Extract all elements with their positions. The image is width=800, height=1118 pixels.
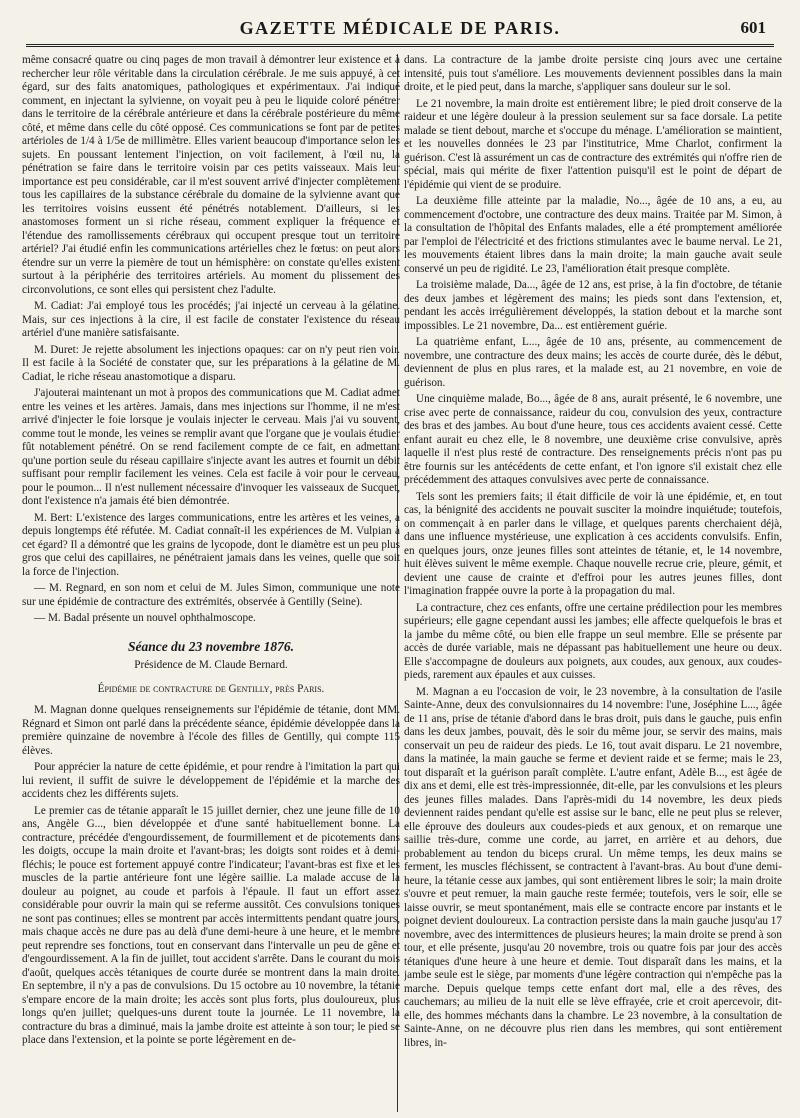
session-heading: Séance du 23 novembre 1876. xyxy=(127,638,295,654)
page-header xyxy=(26,14,774,47)
paragraph: Le 21 novembre, la main droite est entièrement libre; le pied droit conserve de la raideur et une légère douleur à la pression seulement sur sa face dorsale. La petite malade se tient debout, marche et s'occupe du ménage. L'amélioration se maintient, et les nouvelles données le 23 par l'institutrice, Mme Charlot, confirment la guérison. C'est là assurément un cas de contracture des extrémités qui n'offre rien de spécial, mais qui mérite de fixer l'attention puisqu'il est le point de départ de l'épidémie qui vient de se produire. xyxy=(404,97,782,191)
paragraph: Tels sont les premiers faits; il était difficile de voir là une épidémie, et, en tout cas, la bénignité des accidents ne pouvait susciter la moindre inquiétude; toutefois, on commençait à en parler dans le village, et quelques parents cherchaient déjà, dans une influence mystérieuse, une explication à ces accidents convulsifs. Enfin, en quelques jours, onze jeunes filles sont atteintes de tétanie, et, le 14 novembre, huit élèves suivent le même exemple. Chaque nouvelle recrue crie, pleure, gémit, et devient une cause de crainte et d'effroi pour les autres jeunes filles, dont l'imagination frappée ouvre la porte à la propagation du mal. xyxy=(404,490,782,597)
right-column xyxy=(404,54,782,1112)
paragraph: La contracture, chez ces enfants, offre une certaine prédilection pour les membres supérieurs; elle gagne cependant aussi les jambes; elle affecte quelquefois le bras et la jambe du même côté, ou bien elle frappe un seul membre. Elle se présente par accès de durée variable, mais ne dépassant pas habituellement une heure ou deux. Elle s'accompagne de douleurs aux poignets, aux coudes, aux genoux, aux coudes-pieds, rarement aux épaules et aux cuisses. xyxy=(404,601,782,681)
paragraph: dans. La contracture de la jambe droite persiste cinq jours avec une certaine intensité, puis tout s'améliore. Les mouvements deviennent possibles dans la main droite, et le pied peut, dans la marche, s'appliquer sans douleur sur le sol. xyxy=(404,54,782,93)
presidency-line: Présidence de M. Claude Bernard. xyxy=(134,659,288,671)
paragraph: Pour apprécier la nature de cette épidémie, et pour rendre à l'imitation la part qui lui revient, il suffit de suivre le développement de l'épidémie et la marche des accidents chez les différents sujets. xyxy=(22,761,400,800)
paragraph: J'ajouterai maintenant un mot à propos des communications que M. Cadiat admet entre les veines et les artères. Jamais, dans mes injections sur l'homme, il ne m'est arrivé d'injecter le foie lorsque je voulais injecter le cerveau. Mais j'ai vu souvent, comme tout le monde, les veines se remplir avant que l'organe que je voulais étudier fût notablement pénétré. On se rend facilement compte de ce fait, en admettant qu'une portion seule du réseau capillaire s'injecte avant les autres et fournit un débit suffisant pour remplir facilement les veines. Cela est facile à voir pour le cerveau, pour le poumon... Il n'est nullement nécessaire d'invoquer les vaisseaux de Sucquet, dont l'existence n'a jamais été bien démontrée. xyxy=(22,387,400,507)
paragraph: — M. Regnard, en son nom et celui de M. Jules Simon, communique une note sur une épidémie de contracture des extrémités, observée à Gentilly (Seine). xyxy=(22,582,400,608)
paragraph: La troisième malade, Da..., âgée de 12 ans, est prise, à la fin d'octobre, de tétanie des deux jambes et légèrement des mains; les pieds sont dans l'extension, et, pendant les accès irrégulièrement développés, la station debout et la marche sont impossibles. Le 21 novembre, Da... est entièrement guérie. xyxy=(404,279,782,332)
paragraph: Une cinquième malade, Bo..., âgée de 8 ans, aurait présenté, le 6 novembre, une crise avec perte de connaissance, raideur du cou, convulsion des yeux, contracture des bras et des jambes. Au bout d'une heure, tous ces accidents avaient cessé. Cette enfant aurait eu chez elle, le 8 novembre, une deuxième crise convulsive, après laquelle il n'est plus resté de contracture. Des renseignements précis n'ont pas pu être fournis sur les antécédents de cette enfant, et l'on ignore s'il existait chez elle précédemment des attaques convulsives avec perte de connaissance. xyxy=(404,393,782,486)
paragraph: M. Bert: L'existence des larges communications, entre les artères et les veines, a depuis longtemps été réfutée. M. Cadiat connaît-il les expériences de M. Vulpian à cet égard? Il a démontré que les grains de lycopode, dont le diamètre est un peu plus gros que celui des capillaires, ne pénétraient jamais dans les veines, quelle que soit la force de l'injection. xyxy=(22,511,400,578)
paragraph: M. Duret: Je rejette absolument les injections opaques: car on n'y peut rien voir. Il est facile à la Société de constater que, sur les préparations à la gélatine de M. Cadiat, le riche réseau anastomotique a disparu. xyxy=(22,343,400,383)
journal-title: GAZETTE MÉDICALE DE PARIS. xyxy=(239,18,561,38)
left-column xyxy=(22,54,400,1112)
paragraph: même consacré quatre ou cinq pages de mon travail à démontrer leur existence et à rechercher leur rôle véritable dans la circulation cérébrale. Je me suis appuyé, à cet égard, sur des faits anatomiques, pathologiques et expérimentaux. J'ai indiqué comment, en injectant la sylvienne, on voyait peu à peu le liquide coloré pénétrer dans le territoire de la cérébrale antérieure et dans la cérébrale postérieure du même côté, et même dans celle du côté opposé. Ces communications se font par de petites artérioles de 1/4 à 1/5e de millimètre. Elles varient beaucoup d'importance selon les sujets. En poussant lentement l'injection, on voit facilement, à l'œil nu, la pénétration se faire dans le territoire voisin par ces petits vaisseaux. Mais leur importance est peu considérable, car il m'est souvent arrivé d'injecter complètement tous les capillaires de la substance cérébrale du domaine de la sylvienne avant que les territoires voisins eussent été pénétrés notablement. D'ailleurs, si les anastomoses forment un si riche réseau, comment expliquer la fréquence et l'étendue des ramollissements cérébraux qui occupent presque tout un territoire artériel? J'ai étudié enfin les communications artérielles chez le fœtus: on peut alors étendre sur un verre la piemère de tout un hémisphère: on constate qu'elles existent surtout à la périphérie des territoires artériels. Au moment du plissement des circonvolutions, ce sont elles qui persistent chez l'adulte. xyxy=(22,54,400,296)
paragraph: M. Cadiat: J'ai employé tous les procédés; j'ai injecté un cerveau à la gélatine. Mais, sur ces injections à la cire, il est facile de constater l'existence du réseau artériel d'une manière satisfaisante. xyxy=(22,300,400,339)
paragraph: La deuxième fille atteinte par la maladie, No..., âgée de 10 ans, a eu, au commencement d'octobre, une contracture des deux mains. Traitée par M. Simon, à la consultation de l'hôpital des Enfants malades, elle a été promptement améliorée par l'emploi de l'électricité et des frictions stimulantes avec le baume nerval. Le 21, les mouvements étaient libres dans la main droite; la main gauche avait seule conservé un peu de rigidité. Le 23, l'amélioration était presque complète. xyxy=(404,195,782,275)
page-number: 601 xyxy=(740,18,766,37)
paragraph: Le premier cas de tétanie apparaît le 15 juillet dernier, chez une jeune fille de 10 ans, Angèle G..., bien développée et d'une santé habituellement bonne. La contracture, précédée d'engourdissement, de fourmillement et de picotements dans les doigts, occupe la main droite et l'avant-bras; les doigts sont roides et à demi-fléchis; le pouce est fortement appuyé contre l'indicateur; l'avant-bras est fixe et les muscles de la partie antérieure font une légère saillie. La malade accuse de la douleur au poignet, au coude et parfois à l'épaule. Il faut un effort assez considérable pour ouvrir la main qui se referme aussitôt. Ces convulsions toniques ne sont pas continues; elles se montrent par accès intermittents pendant quatre jours, mais chaque accès ne dure pas au delà d'une demi-heure à une heure, et le membre peut reprendre ses fonctions, tout en conservant dans l'intervalle un peu de gêne et d'engourdissement. A la fin de juillet, tout accident s'arrête. Dans le courant du mois d'août, quelques accès tétaniques de courte durée se montrent dans la main droite. En septembre, il n'y a pas de convulsions. Du 15 octobre au 10 novembre, la tétanie s'empare encore de la main droite; les accès sont plus forts, plus douloureux, plus longs qu'en juillet; quelques-uns durent toute la journée. Le 11 novembre, la contracture du bras a diminué, mais la jambe droite est atteinte à son tour; le pied se place dans l'extension, et la pointe se porte légèrement en de- xyxy=(22,804,400,1046)
paragraph: M. Magnan donne quelques renseignements sur l'épidémie de tétanie, dont MM. Régnard et Simon ont parlé dans la précédente séance, épidémie développée dans la première quinzaine de novembre à l'école des filles de Gentilly, qui compte 115 élèves. xyxy=(22,704,400,757)
section-heading: Épidémie de contracture de Gentilly, près Paris. xyxy=(97,682,325,695)
paragraph: M. Magnan a eu l'occasion de voir, le 23 novembre, à la consultation de l'asile Sainte-Anne, deux des convulsionnaires du 14 novembre: l'une, Joséphine L..., âgée de 11 ans, prise de tétanie d'abord dans le bras droit, puis dans le gauche, puis enfin dans les deux jambes, pouvait, dès le soir du même jour, se servir des mains, mais conservait un peu de raideur des pieds. Le 16, tout avait disparu. Le 21 novembre, dans la matinée, la main gauche se ferme et devient raide et se ferme; mais le 23, tout disparaît et la guérison paraît complète. L'autre enfant, Adèle B..., est âgée de dix ans et demi, elle est très-impressionnée, dit-elle, par les convulsions et les pleurs des jeunes filles malades. Dans l'après-midi du 14 novembre, les deux pieds deviennent raides pendant qu'elle est assise sur le banc, elle ne peut plus se relever, elle éprouve des douleurs aux coudes-pieds et aux genoux, et on remarque une saillie très-dure, comme une corde, au jarret, en arrière et au dehors, due probablement au tendon du biceps crural. Un même temps, les deux mains se ferment, les muscles fléchissent, se contractent à l'avant-bras. Au bout d'une demi-heure, la tétanie cesse aux jambes, qui sont entièrement libres le soir; la main droite s'ouvre et peut remuer, la main gauche reste fermée; toutefois, vers le soir, elle se laisse ouvrir, se meut spontanément, mais elle se contracte encore par instants et le poignet devient douloureux. La contraction persiste dans la main gauche jusqu'au 17 novembre, avec des intermittences de plusieurs heures; la main droite se prend à son tour, et elle présente, jusqu'au 20 novembre, trois ou quatre fois par jour des accès tétaniques d'une heure à une heure et demie. Tout disparaît dans les mains, et la jambe seule est le siège, par moments d'une légère contraction qui n'empêche pas la marche. Depuis quelque temps cette enfant dort mal, elle a des rêves, des cauchemars; au milieu de la nuit elle se lève effrayée, crie et croit apercevoir, dit-elle, des hommes méchants dans la chambre. Le 23 novembre, à la consultation de Sainte-Anne, on ne découvre plus rien dans les membres, qui sont entièrement libres, in- xyxy=(404,685,782,1049)
paragraph: — M. Badal présente un nouvel ophthalmoscope. xyxy=(34,612,256,624)
paragraph: La quatrième enfant, L..., âgée de 10 ans, présente, au commencement de novembre, une contracture des deux mains; les accès de courte durée, dès le début, deviennent de plus en plus rares, et la malade est, au 21 novembre, en voie de guérison. xyxy=(404,336,782,389)
